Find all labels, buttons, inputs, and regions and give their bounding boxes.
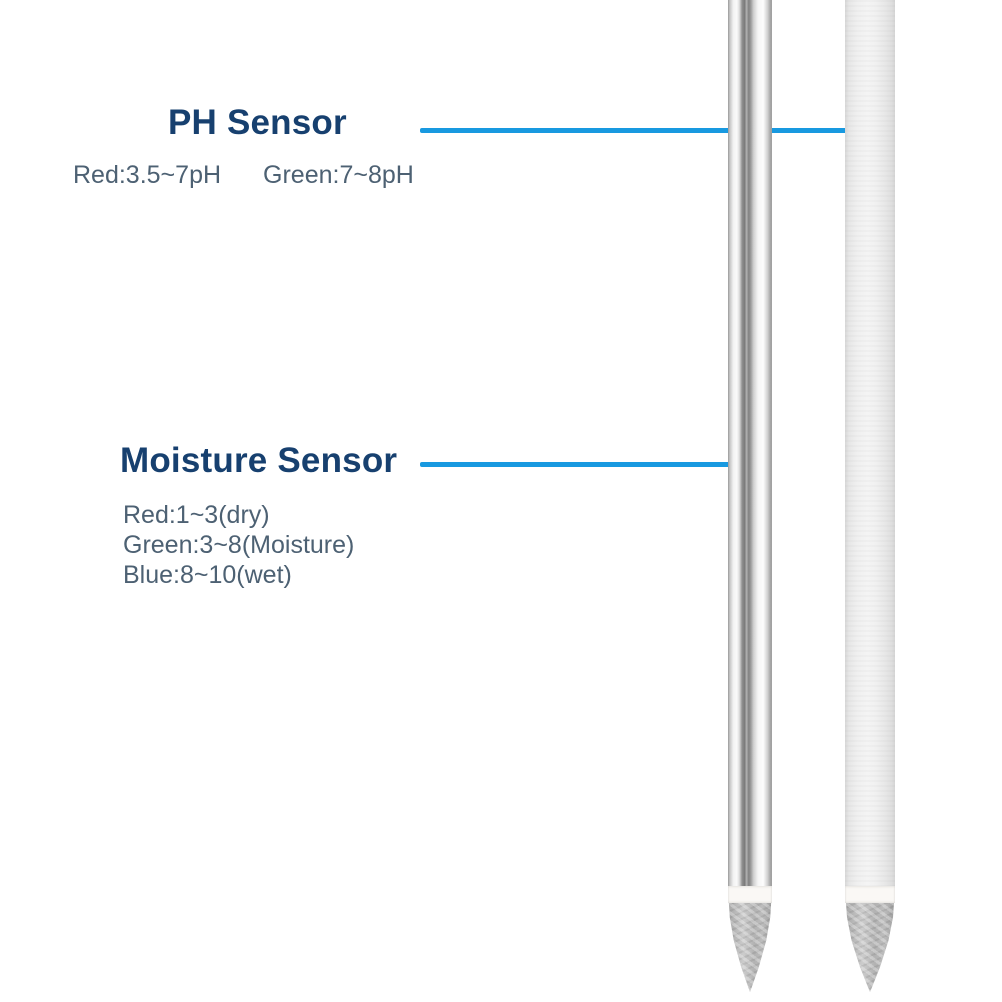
ph-range-red: Red:3.5~7pH: [73, 161, 222, 189]
moisture-probe-ring: [728, 886, 772, 903]
ph-probe-tip: [845, 903, 895, 992]
moisture-callout-line: [420, 462, 748, 467]
moisture-sensor-ranges: [123, 500, 354, 590]
moisture-probe-shaft: [728, 0, 772, 887]
moisture-probe-tip: [728, 903, 772, 992]
ph-range-green: Green:7~8pH: [263, 161, 414, 189]
ph-sensor-ranges: [73, 160, 414, 190]
ph-probe-shaft: [845, 0, 895, 887]
moisture-range-green: Green:3~8(Moisture): [123, 531, 355, 559]
moisture-sensor-title: Moisture Sensor: [120, 441, 398, 480]
ph-sensor-title: PH Sensor: [168, 103, 347, 142]
moisture-range-red: Red:1~3(dry): [123, 501, 270, 529]
ph-callout-line: [420, 128, 856, 133]
ph-probe-ring: [845, 886, 895, 903]
moisture-range-blue: Blue:8~10(wet): [123, 561, 292, 589]
